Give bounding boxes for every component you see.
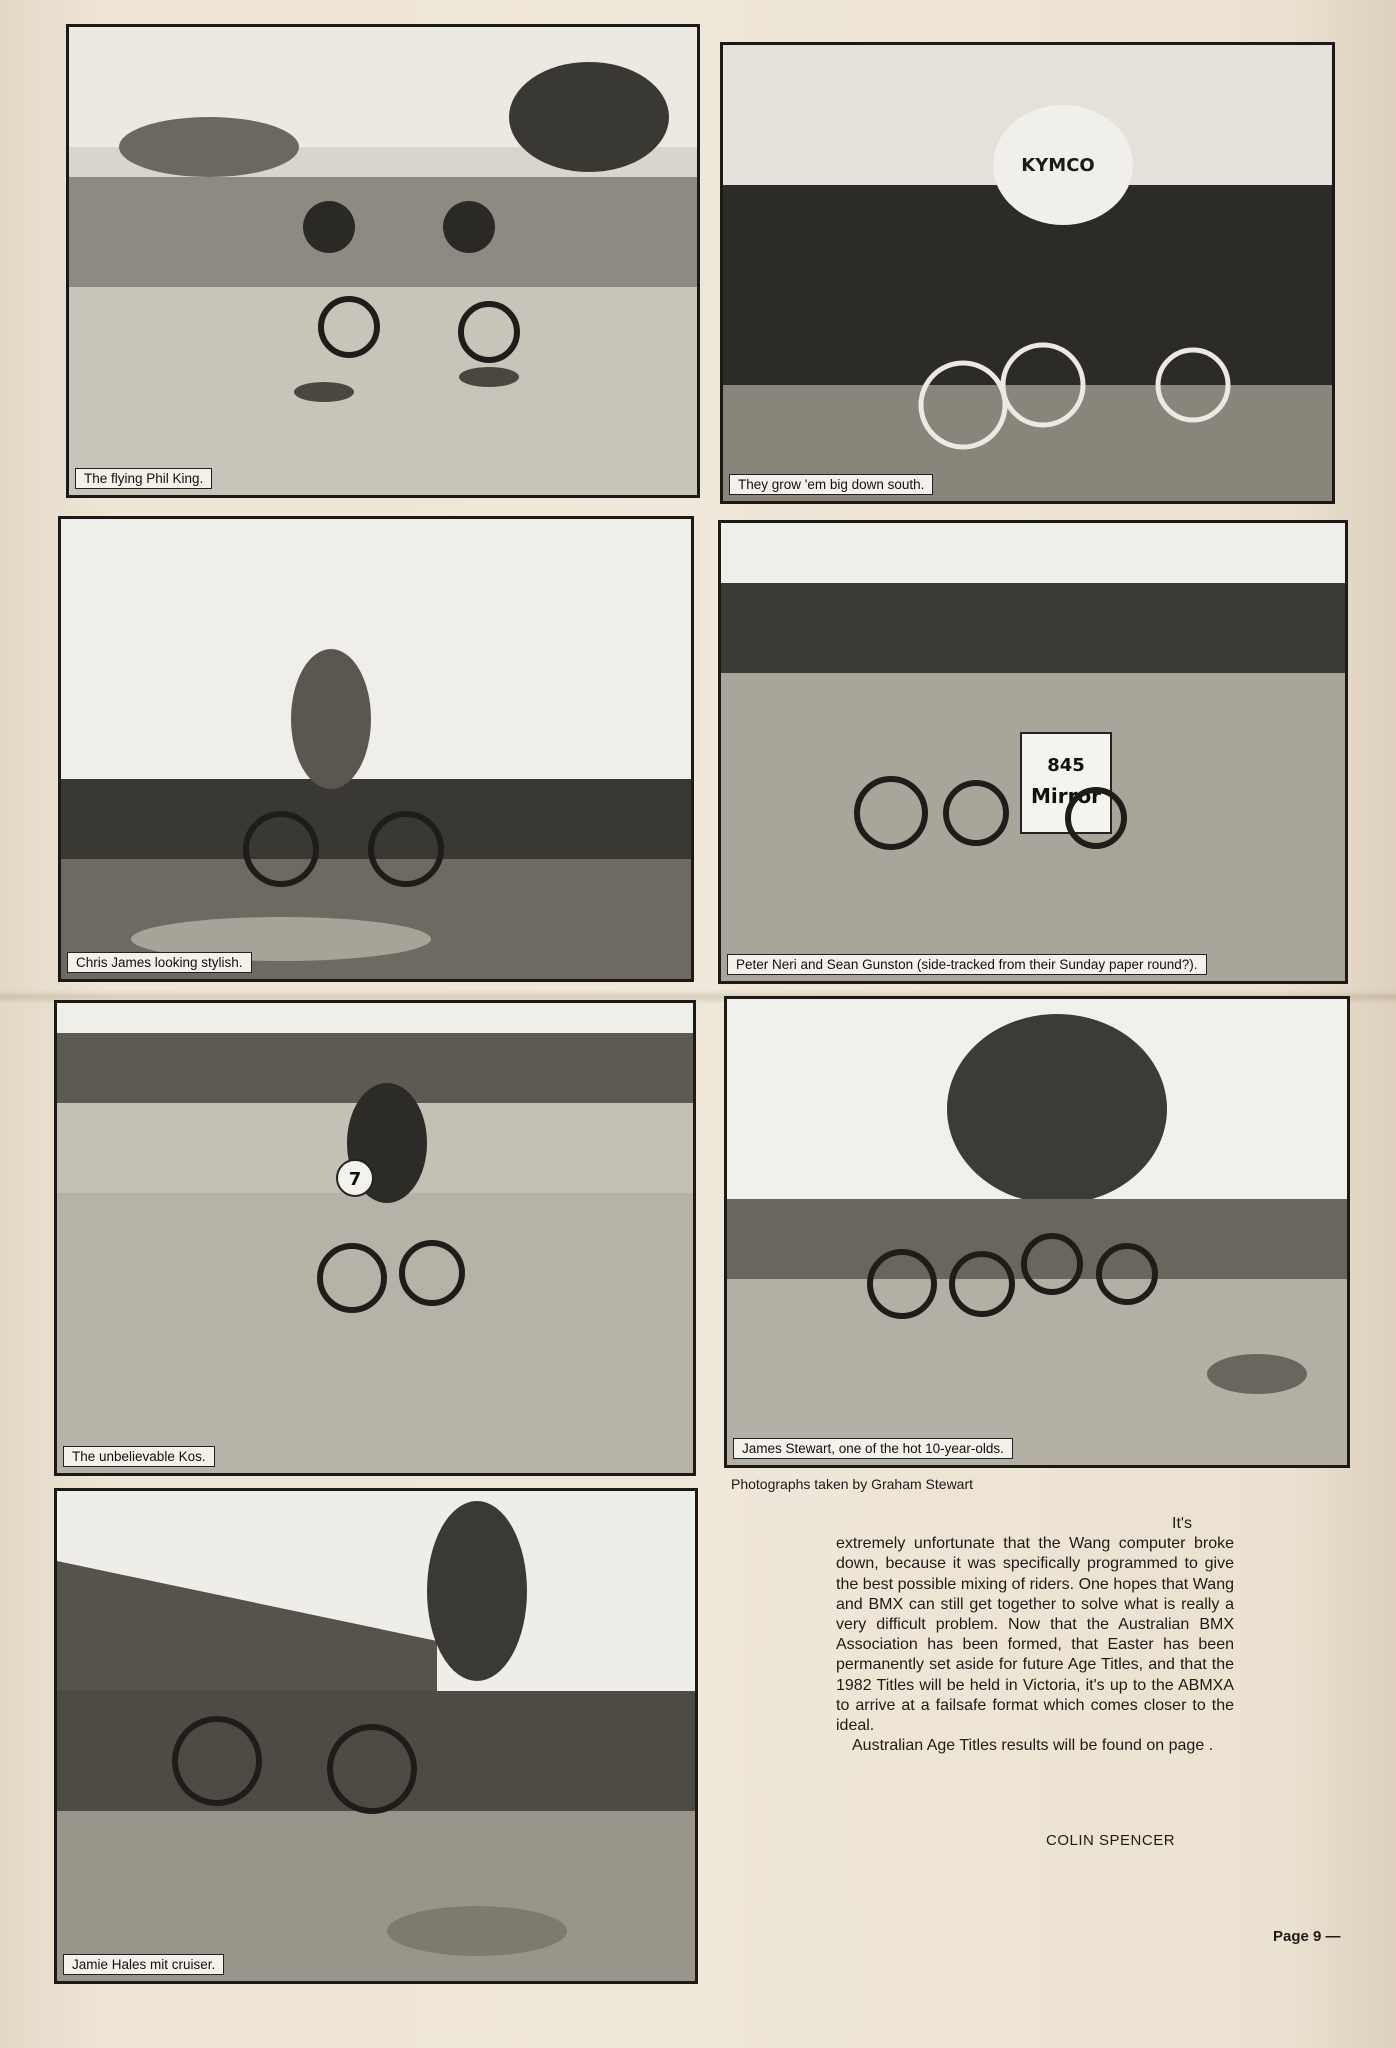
photo-jamie-hales <box>54 1488 698 1984</box>
photo-caption: James Stewart, one of the hot 10-year-olds. <box>733 1438 1013 1459</box>
photo-image <box>57 1491 695 1981</box>
photo-chris-james <box>58 516 694 982</box>
photo-image <box>61 519 691 979</box>
article-body <box>836 1514 1234 1756</box>
photo-image <box>57 1003 693 1473</box>
article-paragraph: It's extremely unfortunate that the Wang computer broke down, because it was specifically programmed to give the best possible mixing of riders. One hopes that Wang and BMX can still get together to solve what is really a very difficult problem. Now that the Australian BMX Association has been formed, that Easter has been permanently set aside for future Age Titles, and that the 1982 Titles will be held in Victoria, it's up to the ABMXA to arrive at a failsafe format which comes closer to the ideal. <box>836 1515 1234 1735</box>
photo-caption: Jamie Hales mit cruiser. <box>63 1954 224 1975</box>
photo-james-stewart <box>724 996 1350 1468</box>
photo-credit: Photographs taken by Graham Stewart <box>731 1476 974 1492</box>
photo-kos <box>54 1000 696 1476</box>
photo-big-down-south <box>720 42 1335 504</box>
photo-caption: The flying Phil King. <box>75 468 212 489</box>
photo-peter-neri-sean-gunston <box>718 520 1348 984</box>
photo-image <box>69 27 697 495</box>
page-number: Page 9 — <box>1273 1928 1341 1945</box>
photo-image <box>723 45 1332 501</box>
photo-caption: The unbelievable Kos. <box>63 1446 215 1467</box>
article-paragraph: Australian Age Titles results will be found on page . <box>852 1737 1214 1755</box>
photo-caption: Peter Neri and Sean Gunston (side-tracked from their Sunday paper round?). <box>727 954 1207 975</box>
photo-image <box>721 523 1345 981</box>
photo-image <box>727 999 1347 1465</box>
board-number-text: 845 <box>1047 755 1085 776</box>
board-brand-text: Mirror <box>1030 784 1102 808</box>
photo-phil-king <box>66 24 700 498</box>
photo-caption: They grow 'em big down south. <box>729 474 933 495</box>
author-byline: COLIN SPENCER <box>1046 1832 1176 1849</box>
jersey-text: KYMCO <box>1021 155 1095 176</box>
number-plate-text: 7 <box>348 1169 362 1190</box>
photo-caption: Chris James looking stylish. <box>67 952 252 973</box>
